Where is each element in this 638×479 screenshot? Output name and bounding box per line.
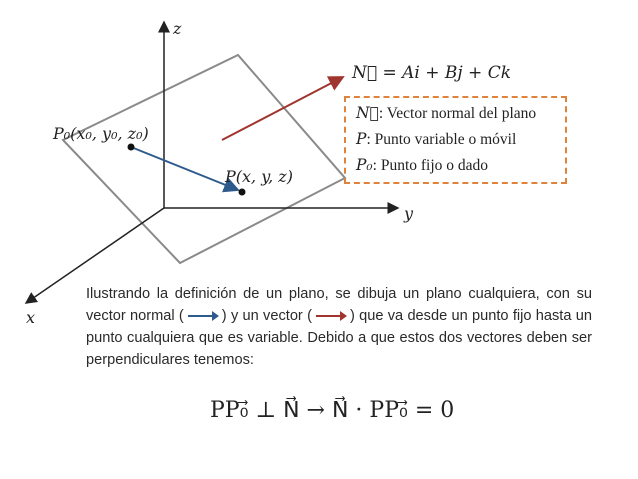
point-p0 — [128, 144, 135, 151]
legend-variable-text: : Punto variable o móvil — [366, 131, 517, 148]
z-axis-label: z — [173, 19, 182, 38]
normal-equation: N⃗ = Ai + Bj + Ck — [352, 63, 512, 83]
legend-box — [344, 96, 567, 184]
paragraph-part3: ) que va desde un punto fijo hasta un punto cualquiera que es variable. Debido a que estos dos vectores deben ser perpendiculares tenemos: — [86, 308, 592, 368]
paragraph-part1: Ilustrando la definición de un plano, se dibuja un plano cualquiera, con su vector normal ( — [86, 286, 592, 324]
legend-normal-text: : Vector normal del plano — [378, 105, 537, 122]
point-p — [239, 189, 246, 196]
legend-fixed-point — [356, 156, 488, 175]
legend-normal — [356, 104, 536, 123]
p-label: P(x, y, z) — [225, 167, 293, 186]
legend-variable-point — [356, 130, 516, 149]
paragraph-part2: ) y un vector ( — [221, 308, 312, 324]
legend-fixed-symbol: P₀ — [356, 156, 373, 174]
legend-normal-symbol: N⃗ — [356, 104, 379, 122]
red-arrow-icon — [314, 310, 348, 322]
explanation-paragraph — [86, 283, 592, 371]
blue-arrow-icon — [186, 310, 220, 322]
legend-fixed-text: : Punto fijo o dado — [372, 157, 489, 174]
normal-vector — [222, 77, 343, 140]
x-axis-label: x — [26, 308, 36, 327]
vector-p0-p — [131, 147, 238, 190]
y-axis-label: y — [404, 204, 414, 223]
perpendicularity-formula: PP₀⃗ ⊥ N⃗ → N⃗ · PP₀⃗ = 0 — [210, 398, 455, 423]
p0-label: P₀(x₀, y₀, z₀) — [53, 124, 149, 143]
plane — [63, 55, 345, 263]
legend-variable-symbol: P — [356, 130, 367, 148]
